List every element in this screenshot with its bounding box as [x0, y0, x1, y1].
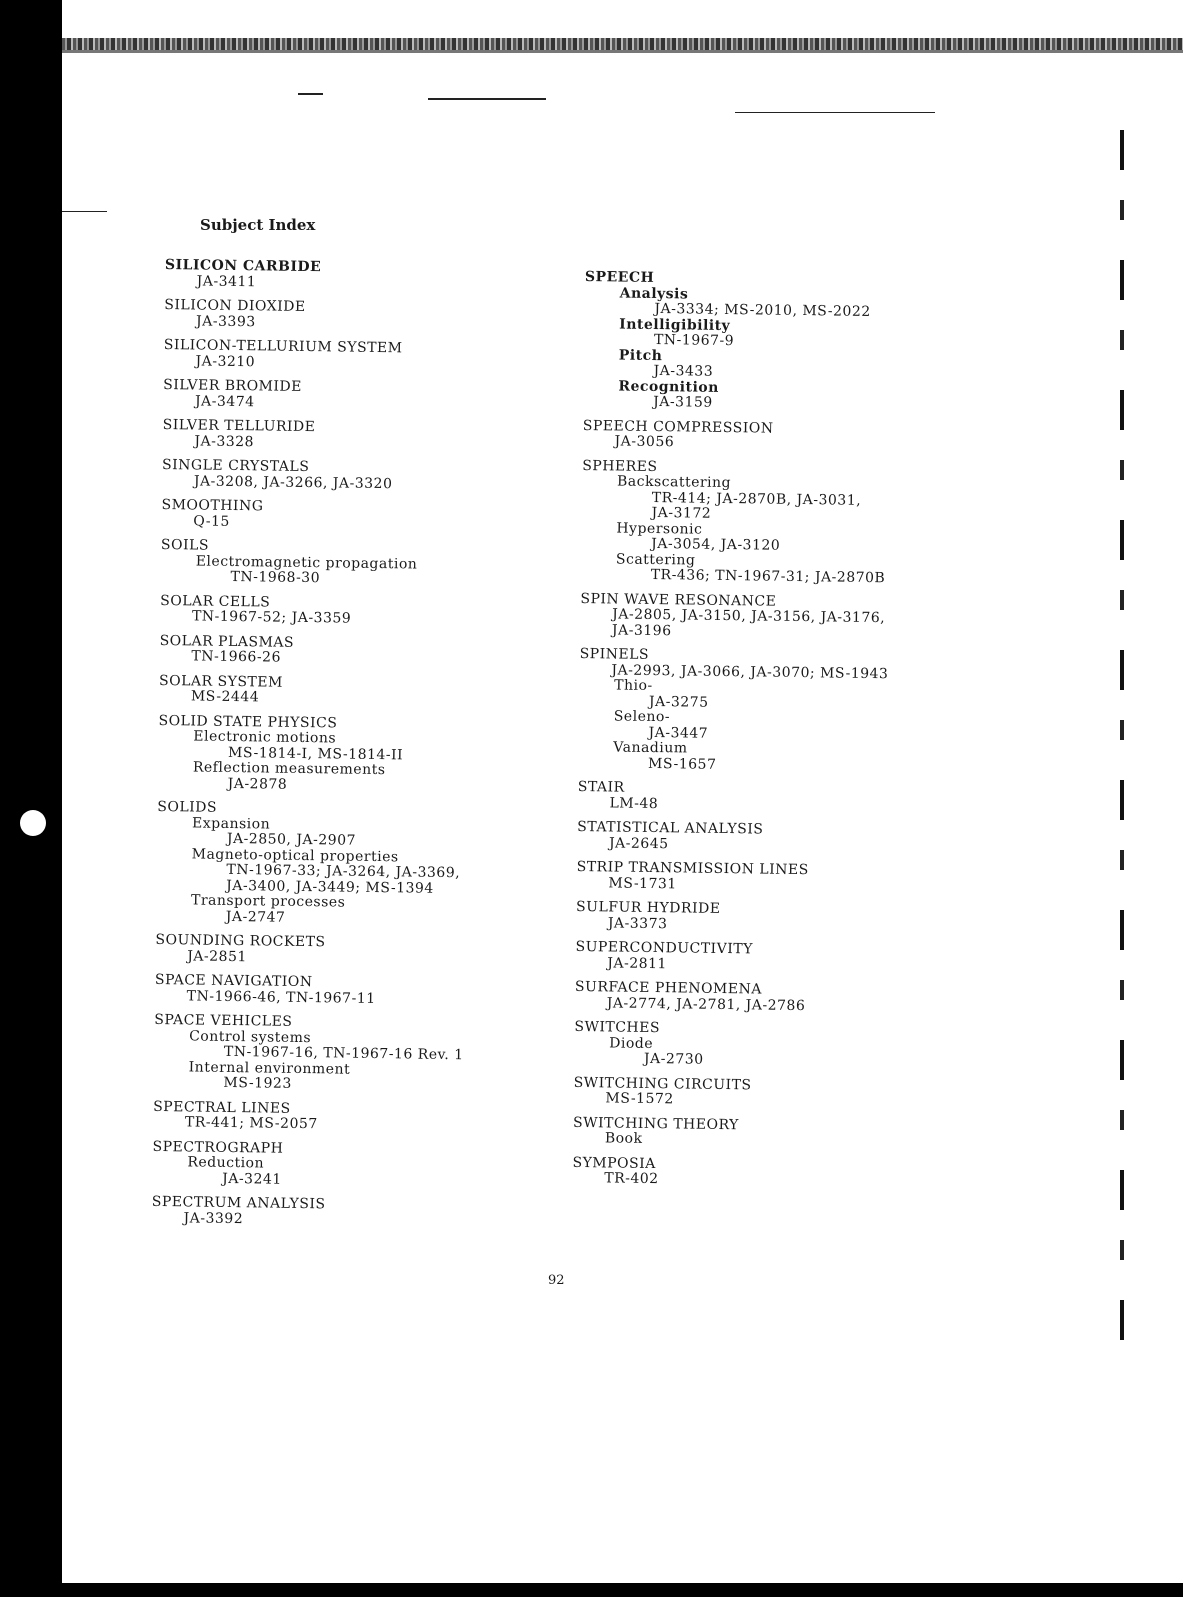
index-reference: JA-3159: [653, 393, 713, 411]
index-term: SOLIDS: [157, 798, 218, 816]
index-reference: JA-3328: [194, 432, 255, 450]
scan-mark: [735, 112, 935, 113]
index-entry: [153, 1013, 574, 1096]
scan-edge-bottom: [0, 1583, 1183, 1597]
index-term: SOILS: [160, 536, 210, 554]
index-reference: JA-2805, JA-3150, JA-3156, JA-3176,: [612, 606, 886, 627]
index-term: SURFACE PHENOMENA: [574, 978, 763, 998]
index-entry: [156, 800, 578, 930]
index-term: SPEECH: [584, 269, 655, 286]
index-reference: TN-1967-9: [653, 331, 735, 350]
index-reference: MS-1657: [648, 755, 717, 773]
index-subterm: Control systems: [189, 1027, 312, 1046]
index-reference: MS-1814-I, MS-1814-II: [227, 744, 404, 763]
index-reference: MS-2444: [190, 688, 260, 706]
index-reference: JA-2747: [225, 908, 286, 926]
index-term: SUPERCONDUCTIVITY: [575, 938, 753, 958]
index-term: SILICON DIOXIDE: [164, 296, 306, 315]
index-column-left: [151, 258, 585, 1241]
index-entry: [575, 940, 995, 977]
index-entry: [581, 458, 1003, 588]
index-reference: LM-48: [609, 794, 659, 812]
index-subentry: [574, 1035, 994, 1072]
index-subentry: [581, 551, 1001, 588]
index-term: SPACE NAVIGATION: [154, 971, 313, 991]
index-term: SILICON-TELLURIUM SYSTEM: [163, 336, 403, 357]
index-reference: JA-3433: [653, 362, 714, 380]
index-reference: TN-1967-52; JA-3359: [191, 608, 352, 627]
index-term: SOUNDING ROCKETS: [155, 931, 326, 951]
index-entry: [162, 458, 582, 495]
index-reference: JA-3210: [195, 352, 256, 370]
index-entry: [572, 1155, 992, 1192]
index-reference: JA-2774, JA-2781, JA-2786: [606, 994, 806, 1014]
index-entry: [159, 673, 579, 710]
index-term: SOLAR SYSTEM: [158, 672, 283, 691]
index-subterm: Recognition: [618, 377, 719, 396]
index-reference: JA-3275: [648, 693, 709, 711]
index-reference: JA-3447: [648, 724, 709, 742]
page-heading: Subject Index: [200, 216, 316, 234]
index-subterm: Expansion: [192, 814, 271, 833]
index-term: STAIR: [577, 778, 625, 796]
scan-edge-top: [62, 38, 1183, 50]
index-term: STRIP TRANSMISSION LINES: [576, 858, 809, 879]
index-reference: TR-402: [604, 1170, 659, 1188]
index-subterm: Vanadium: [613, 739, 688, 757]
index-entry: [155, 973, 575, 1010]
index-subterm: Seleno-: [613, 708, 671, 726]
index-entry: [576, 860, 996, 897]
index-entry: [164, 298, 584, 335]
index-reference: MS-1572: [605, 1090, 674, 1108]
index-entry: [580, 591, 1001, 643]
index-reference: JA-2851: [187, 947, 247, 965]
index-reference: JA-3392: [183, 1209, 244, 1227]
index-entry: [574, 1020, 995, 1072]
index-entry: [160, 538, 581, 590]
index-reference: JA-3056: [614, 433, 675, 451]
index-reference: TN-1966-46, TN-1967-11: [186, 987, 376, 1007]
index-entry: [152, 1139, 573, 1191]
index-term: STATISTICAL ANALYSIS: [577, 818, 764, 838]
index-entry: [577, 820, 997, 857]
index-subentry: [153, 1059, 573, 1096]
index-subentry: [158, 760, 578, 797]
index-entry: [573, 1115, 993, 1152]
index-subterm: Intelligibility: [619, 315, 731, 334]
index-entry: [573, 1075, 993, 1112]
index-subentry: [160, 553, 580, 590]
index-term: SMOOTHING: [161, 496, 264, 515]
index-entry: [159, 633, 579, 670]
index-reference: JA-3196: [611, 621, 672, 639]
index-term: SILICON CARBIDE: [164, 257, 322, 276]
index-subterm: Magneto-optical properties: [191, 845, 399, 865]
index-term: SPECTRUM ANALYSIS: [151, 1193, 326, 1213]
index-reference: JA-3393: [196, 312, 256, 330]
index-entry: [161, 498, 581, 535]
index-entry: [163, 338, 583, 375]
index-term: SPEECH COMPRESSION: [582, 417, 774, 437]
index-reference: JA-2850, JA-2907: [226, 830, 357, 849]
index-subterm: Reflection measurements: [192, 759, 386, 779]
index-reference: JA-3241: [222, 1170, 282, 1188]
punch-hole: [20, 810, 46, 836]
index-subterm: Scattering: [615, 550, 696, 569]
index-entry: [578, 647, 1000, 777]
index-entry: [165, 258, 585, 295]
index-reference: TR-436; TN-1967-31; JA-2870B: [650, 566, 886, 587]
index-reference: TR-441; MS-2057: [184, 1114, 318, 1133]
index-term: SOLAR PLASMAS: [159, 632, 295, 651]
index-reference: TN-1967-33; JA-3264, JA-3369,: [226, 861, 461, 882]
index-subterm: Hypersonic: [616, 519, 703, 538]
index-entry: [158, 713, 579, 796]
index-subterm: Electronic motions: [193, 728, 337, 747]
index-subentry: [582, 474, 1003, 526]
index-reference: TN-1966-26: [191, 648, 282, 666]
index-reference: JA-3208, JA-3266, JA-3320: [193, 472, 393, 492]
scan-mark: [298, 93, 323, 95]
index-reference: JA-2730: [643, 1050, 704, 1068]
index-reference: JA-3373: [607, 914, 668, 932]
index-entry: [163, 378, 583, 415]
index-reference: MS-1731: [608, 874, 677, 892]
index-term: SOLID STATE PHYSICS: [158, 712, 338, 731]
index-reference: JA-3334; MS-2010, MS-2022: [654, 300, 871, 320]
index-subterm: Internal environment: [188, 1058, 351, 1078]
scan-edge-top-line: [62, 50, 1183, 53]
index-term: SOLAR CELLS: [160, 592, 271, 611]
index-term: SILVER BROMIDE: [163, 376, 303, 395]
scan-edge-left: [0, 0, 62, 1597]
page-number: 92: [548, 1273, 565, 1288]
index-reference: MS-1923: [223, 1074, 292, 1092]
index-term: SWITCHES: [574, 1018, 661, 1037]
index-term: SINGLE CRYSTALS: [161, 456, 310, 476]
index-reference: TR-414; JA-2870B, JA-3031,: [651, 489, 862, 509]
index-term: SPECTROGRAPH: [152, 1138, 284, 1157]
index-reference: JA-3400, JA-3449; MS-1394: [226, 877, 434, 897]
index-reference: TN-1967-16, TN-1967-16 Rev. 1: [223, 1043, 464, 1064]
index-entry: [582, 418, 1002, 455]
index-reference: JA-2878: [227, 775, 288, 793]
index-subterm: Analysis: [619, 284, 689, 302]
index-entry: [153, 1099, 573, 1136]
scan-mark: [62, 211, 107, 212]
index-entry: [151, 1195, 571, 1232]
index-term: SPIN WAVE RESONANCE: [580, 590, 777, 610]
index-subterm: Diode: [609, 1034, 654, 1052]
index-subterm: Backscattering: [616, 473, 732, 492]
index-term: SPINELS: [579, 645, 650, 663]
index-subentry: [156, 893, 576, 930]
index-subentry: [578, 740, 998, 777]
index-subterm: Transport processes: [190, 892, 346, 911]
index-subterm: Electromagnetic propagation: [195, 552, 418, 573]
index-column-right: [572, 270, 1005, 1201]
index-reference: JA-3474: [194, 392, 255, 410]
index-entry: [583, 270, 1005, 415]
index-reference: TN-1968-30: [230, 568, 321, 587]
index-reference: JA-2811: [607, 954, 668, 972]
index-entry: [576, 900, 996, 937]
index-term: SWITCHING CIRCUITS: [573, 1074, 752, 1093]
scan-mark: [428, 98, 546, 100]
index-reference: JA-2993, JA-3066, JA-3070; MS-1943: [611, 661, 889, 682]
index-entry: [155, 933, 575, 970]
index-term: SPHERES: [582, 457, 658, 475]
index-reference: Book: [604, 1130, 643, 1147]
index-entry: [162, 418, 582, 455]
index-entry: [160, 593, 580, 630]
index-subentry: [152, 1155, 572, 1192]
index-reference: JA-2645: [608, 834, 669, 852]
index-subterm: Thio-: [614, 677, 653, 694]
index-subentry: [583, 378, 1003, 415]
index-subterm: Reduction: [187, 1154, 265, 1172]
index-reference: JA-3054, JA-3120: [651, 535, 781, 554]
scan-edge-right: [1120, 130, 1124, 1370]
index-reference: Q-15: [193, 512, 230, 530]
index-term: SPACE VEHICLES: [154, 1011, 293, 1030]
index-reference: JA-3411: [196, 272, 257, 290]
index-term: SYMPOSIA: [572, 1154, 656, 1172]
index-term: SWITCHING THEORY: [572, 1114, 739, 1133]
index-term: SILVER TELLURIDE: [162, 416, 316, 436]
index-entry: [575, 980, 995, 1017]
index-entry: [577, 780, 997, 817]
index-reference: JA-3172: [651, 504, 712, 522]
index-subterm: Pitch: [618, 346, 663, 364]
index-term: SPECTRAL LINES: [153, 1098, 291, 1117]
index-subentry: [156, 846, 577, 898]
index-term: SULFUR HYDRIDE: [575, 898, 721, 917]
